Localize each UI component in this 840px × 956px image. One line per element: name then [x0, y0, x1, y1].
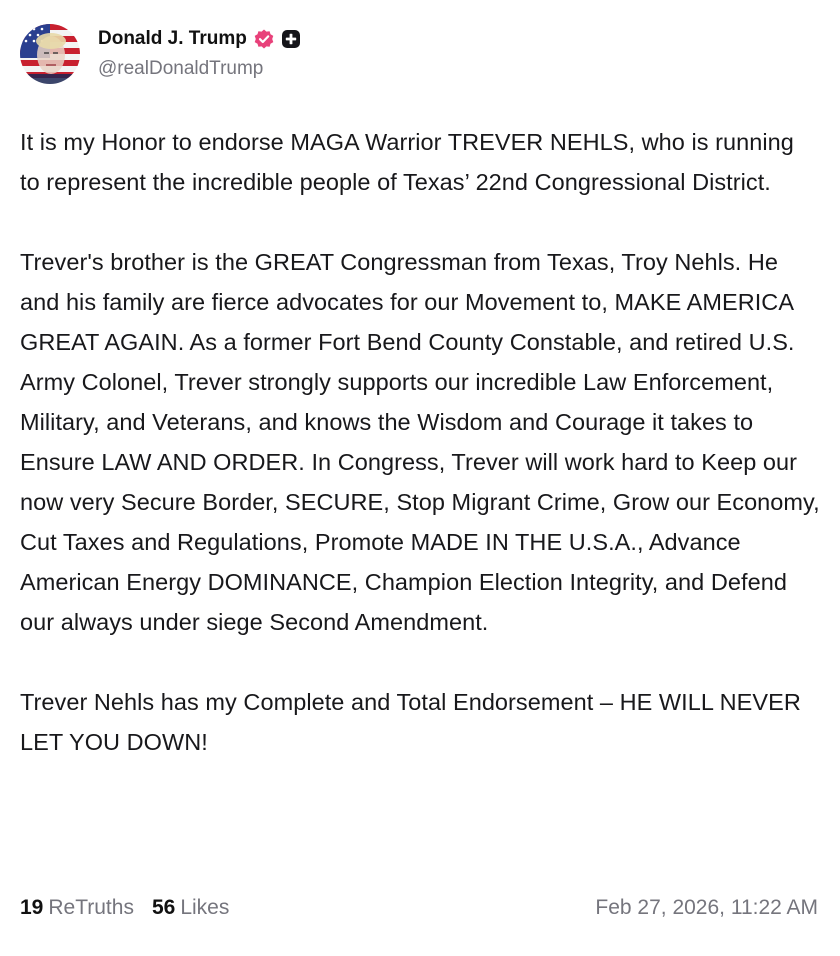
post-paragraph: It is my Honor to endorse MAGA Warrior TREVER NEHLS, who is running to represent the incredible people of Texas’ 22nd Congressional District. — [20, 129, 794, 195]
author-handle[interactable]: @realDonaldTrump — [98, 58, 264, 79]
post-stats — [20, 896, 229, 920]
author-name-row — [98, 28, 301, 50]
post-paragraph: Trever Nehls has my Complete and Total Endorsement – HE WILL NEVER LET YOU DOWN! — [20, 689, 801, 755]
retruths-label: ReTruths — [48, 896, 134, 919]
author-display-name[interactable]: Donald J. Trump — [98, 28, 247, 49]
avatar-image — [20, 24, 80, 84]
likes-label: Likes — [180, 896, 230, 919]
post-header — [20, 22, 820, 86]
post-footer — [20, 890, 818, 926]
likes-count: 56 — [151, 896, 176, 919]
plus-badge-icon — [281, 29, 301, 49]
post-paragraph: Trever's brother is the GREAT Congressman from Texas, Troy Nehls. He and his family are fierce advocates for our Movement to, MAKE AMERICA GREAT AGAIN. As a former Fort Bend County Constable, and retired U.S. Army Colonel, Trever strongly supports our incredible Law Enforcement, Military, and Veterans, and knows the Wisdom and Courage it takes to Ensure LAW AND ORDER. In Congress, Trever will work hard to Keep our now very Secure Border, SECURE, Stop Migrant Crime, Grow our Economy, Cut Taxes and Regulations, Promote MADE IN THE U.S.A., Advance American Energy DOMINANCE, Champion Election Integrity, and Defend our always under siege Second Amendment. — [20, 249, 820, 635]
author-identity — [98, 28, 301, 80]
post-timestamp[interactable]: Feb 27, 2026, 11:22 AM — [595, 896, 818, 919]
retruths-stat[interactable] — [20, 896, 134, 920]
verified-badge-icon — [253, 28, 275, 50]
likes-stat[interactable] — [152, 896, 229, 920]
post-content — [20, 122, 820, 762]
retruths-count: 19 — [20, 896, 44, 919]
avatar[interactable] — [20, 24, 80, 84]
